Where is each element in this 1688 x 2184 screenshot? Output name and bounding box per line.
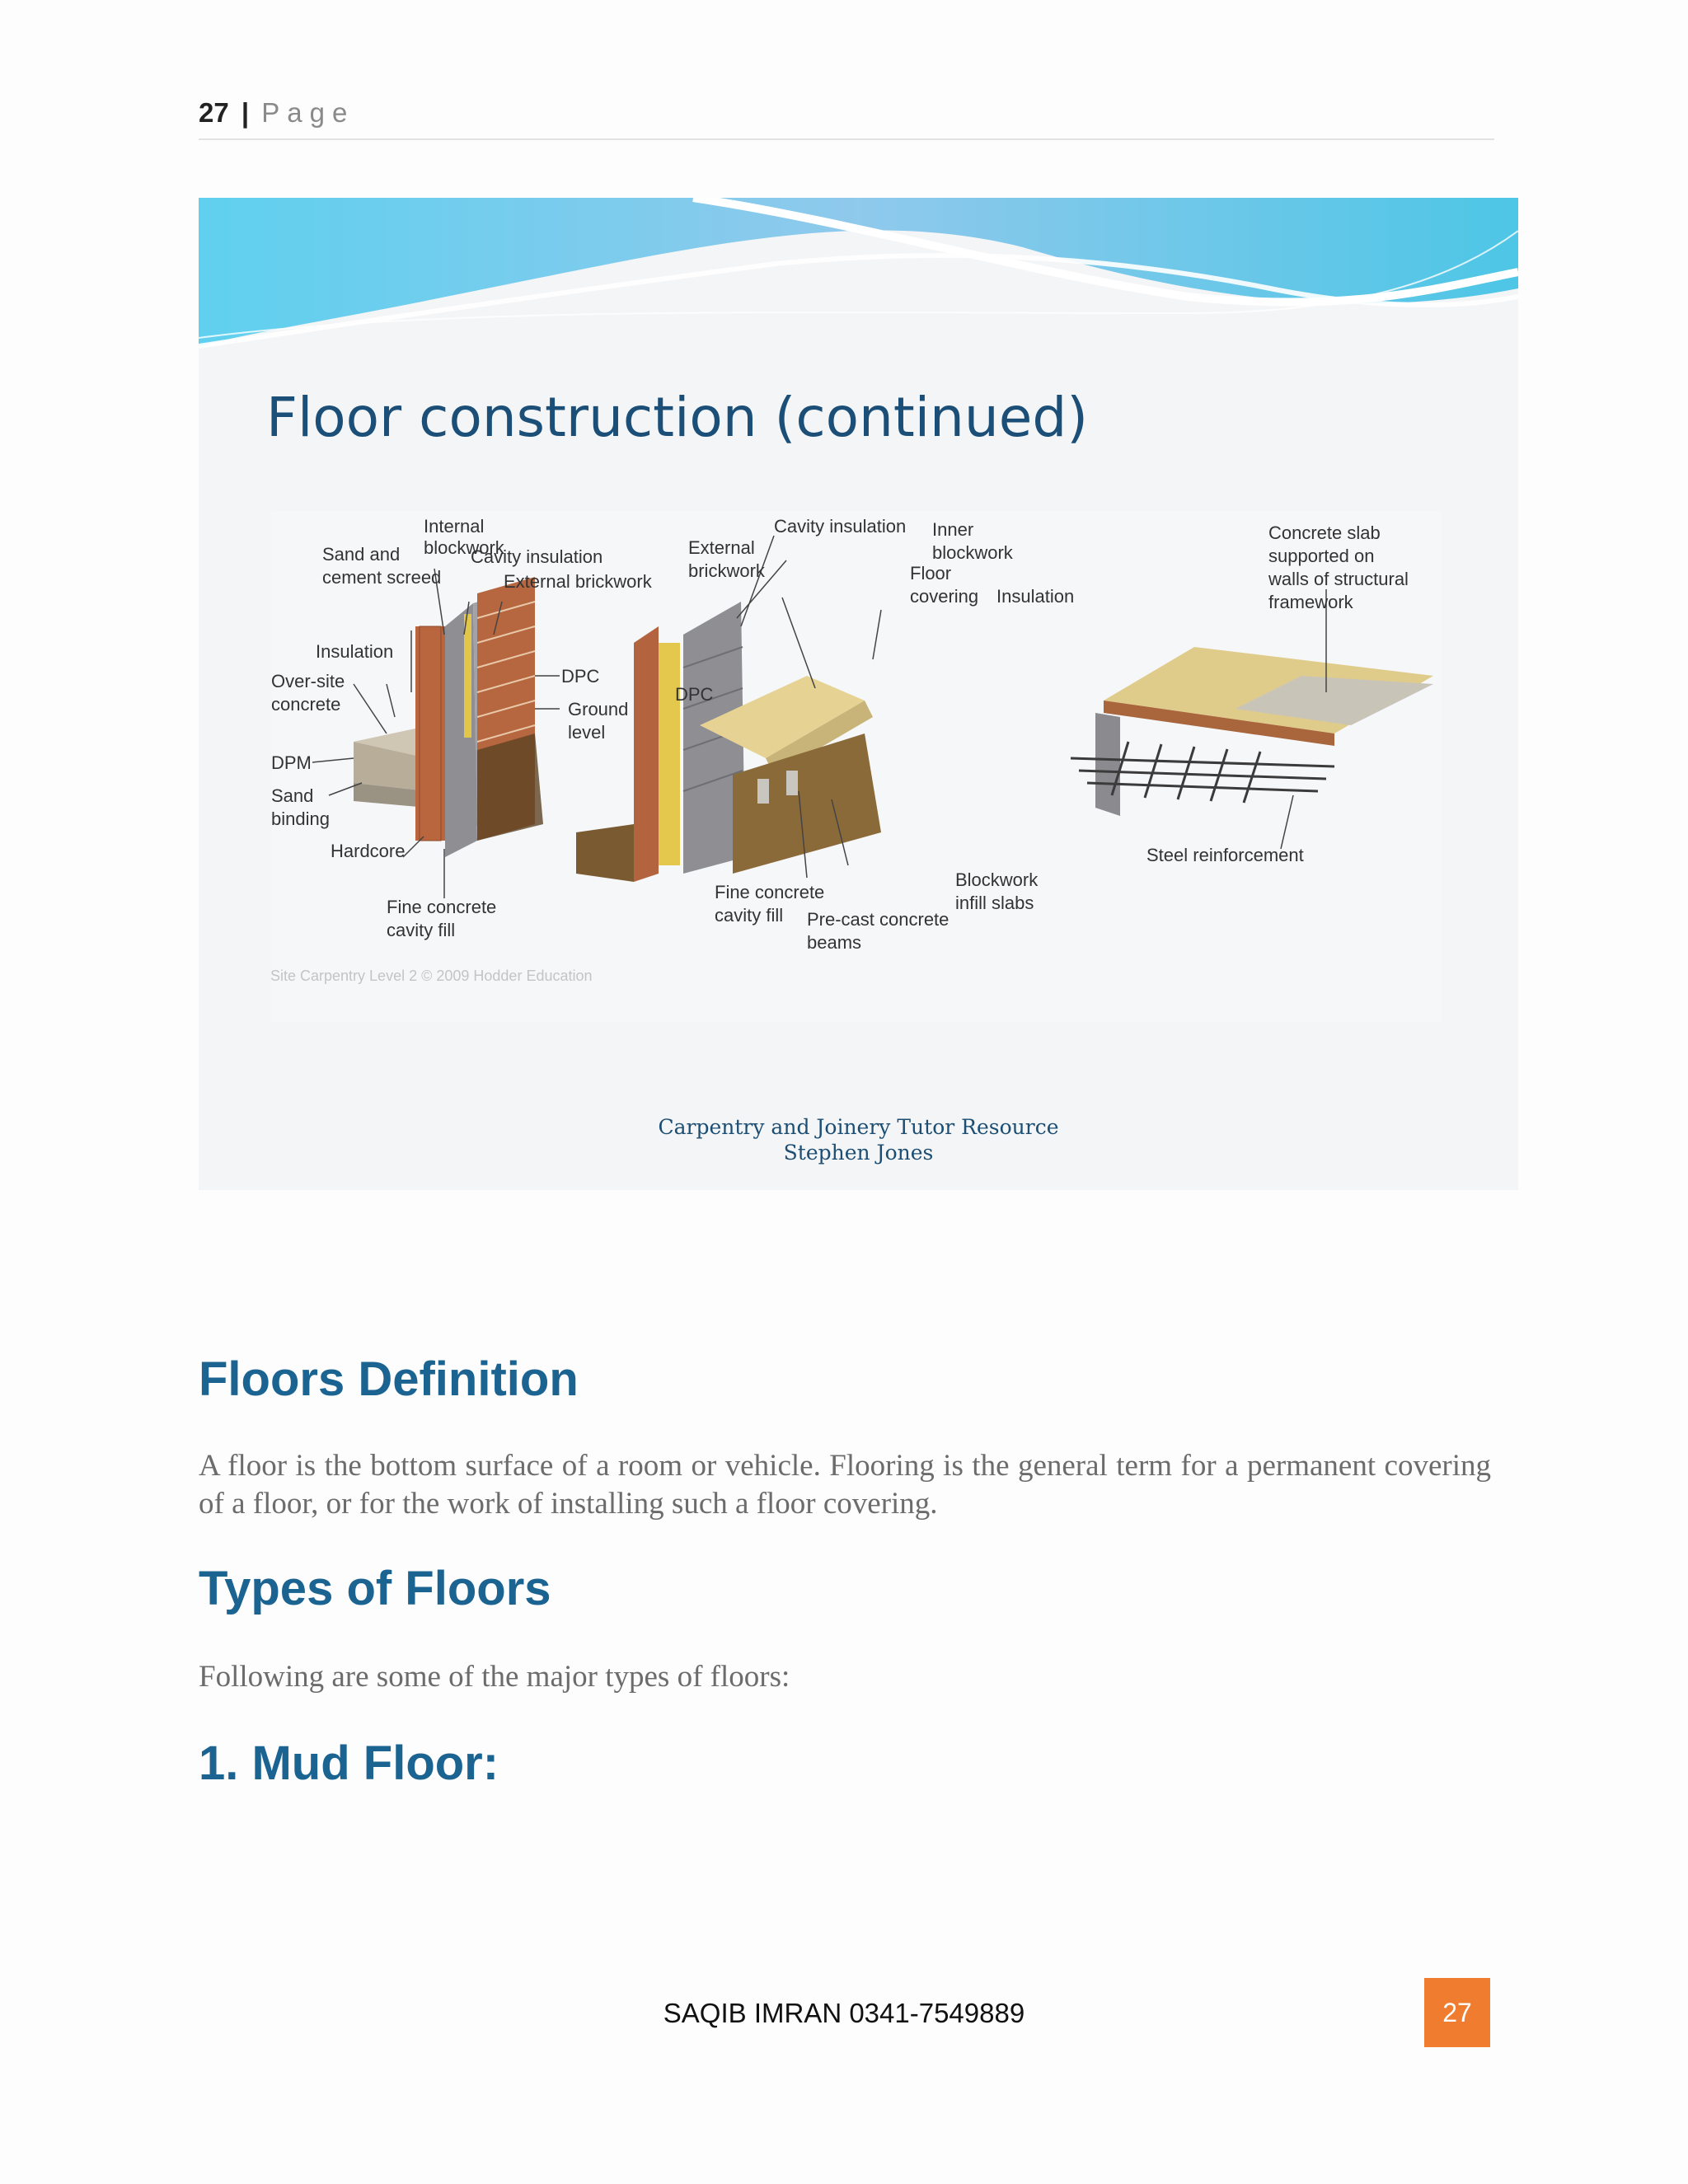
label-ground-level-2: level (568, 722, 606, 743)
label-fine-concrete-mid-1: Fine concrete (715, 882, 825, 902)
label-cavity-insulation-mid: Cavity insulation (774, 516, 907, 537)
slide-copyright: Site Carpentry Level 2 © 2009 Hodder Education (270, 968, 593, 984)
label-concrete-slab-3: walls of structural (1268, 569, 1409, 589)
label-oversite-2: concrete (271, 694, 341, 715)
label-floor-covering-2: covering (910, 586, 979, 607)
label-dpm: DPM (271, 752, 312, 773)
heading-types-of-floors: Types of Floors (199, 1562, 551, 1615)
paragraph-floors-definition: A floor is the bottom surface of a room or vehicle. Flooring is the general term for a permanent covering of a floor, or for the work of installing such a floor covering. (199, 1449, 1491, 1521)
footer-author: SAQIB IMRAN 0341-7549889 (663, 1998, 1025, 2028)
label-external-brickwork-left: External brickwork (504, 571, 652, 592)
label-ground-level-1: Ground (568, 699, 629, 719)
paragraph-types-of-floors: Following are some of the major types of floors: (199, 1660, 790, 1694)
label-fine-concrete-mid-2: cavity fill (715, 905, 784, 926)
header-separator: | (241, 97, 250, 128)
label-insulation-left: Insulation (316, 641, 394, 662)
label-external-brickwork-mid-2: brickwork (688, 560, 765, 581)
label-internal-blockwork-1: Internal (424, 516, 485, 537)
label-floor-covering-1: Floor (910, 563, 952, 583)
floor-construction-diagram (271, 511, 1442, 1022)
label-concrete-slab-4: framework (1268, 592, 1353, 612)
label-sand-binding-1: Sand (271, 785, 314, 806)
slide-credit-line1: Carpentry and Joinery Tutor Resource (658, 1115, 1059, 1139)
label-dpc-left: DPC (561, 666, 600, 687)
label-dpc-mid: DPC (675, 684, 714, 705)
label-oversite-1: Over-site (271, 671, 345, 691)
label-inner-blockwork-2: blockwork (932, 542, 1013, 563)
page-header (199, 97, 1494, 140)
label-insulation-mid: Insulation (996, 586, 1075, 607)
label-internal-blockwork-2: blockwork (424, 537, 504, 558)
label-fine-concrete-left-2: cavity fill (387, 920, 456, 940)
label-precast-2: beams (807, 932, 862, 953)
label-concrete-slab-1: Concrete slab (1268, 523, 1381, 543)
label-sand-binding-2: binding (271, 808, 330, 829)
label-external-brickwork-mid-1: External (688, 537, 755, 558)
heading-floors-definition: Floors Definition (199, 1352, 579, 1406)
label-sand-cement-2: cement screed (322, 567, 442, 588)
footer-page-box: 27 (1424, 1978, 1490, 2047)
slide-credit-line2: Stephen Jones (783, 1141, 934, 1165)
label-sand-cement-1: Sand and (322, 544, 401, 565)
label-cavity-insulation-left: Cavity insulation (471, 546, 603, 567)
slide-wave-banner (199, 198, 1518, 363)
label-blockwork-infill-1: Blockwork (955, 869, 1039, 890)
label-precast-1: Pre-cast concrete (807, 909, 950, 930)
slide-title: Floor construction (continued) (266, 386, 1088, 449)
label-inner-blockwork-1: Inner (932, 519, 974, 540)
label-fine-concrete-left-1: Fine concrete (387, 897, 497, 917)
slide-image (199, 198, 1518, 1190)
header-page-word: Page (261, 97, 355, 128)
label-steel-reinforcement: Steel reinforcement (1146, 845, 1304, 865)
label-blockwork-infill-2: infill slabs (955, 893, 1034, 913)
label-concrete-slab-2: supported on (1268, 546, 1375, 566)
header-page-number: 27 (199, 97, 229, 128)
heading-mud-floor: 1. Mud Floor: (199, 1736, 499, 1790)
label-hardcore: Hardcore (331, 841, 406, 861)
